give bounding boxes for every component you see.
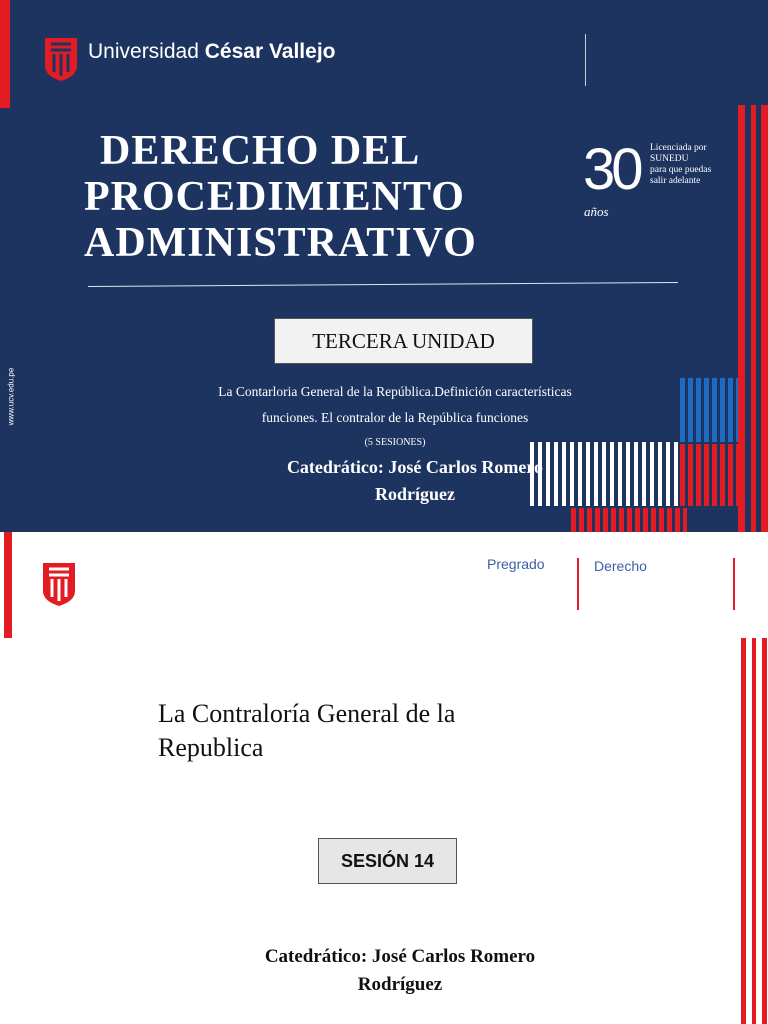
unit-description: La Contarloria General de la República.Definición características funciones. El contralor de la República funciones: [218, 384, 572, 425]
red-stripe: [738, 105, 745, 532]
ucv-shield-icon: [42, 560, 76, 608]
professor-name: Catedrático: José Carlos Romero Rodríguez: [286, 457, 544, 504]
anniversary-unit: años: [584, 204, 609, 219]
red-stripe: [752, 638, 756, 1024]
red-stripe: [751, 105, 756, 532]
left-red-bar: [0, 0, 10, 108]
website-url[interactable]: www.ucv.edu.pe: [6, 367, 16, 426]
session-label: SESIÓN 14: [318, 838, 457, 884]
bottom-red-stripe-block: [571, 508, 687, 532]
title-underline: [88, 282, 678, 287]
red-stripe: [762, 638, 767, 1024]
nav-divider: [577, 558, 579, 610]
unit-label: TERCERA UNIDAD: [274, 318, 533, 364]
left-red-bar: [4, 532, 12, 638]
nav-pregrado[interactable]: Pregrado: [487, 556, 545, 572]
blue-stripe-block: [680, 378, 738, 442]
red-stripe: [761, 105, 768, 532]
session-title: La Contraloría General de la Republica: [158, 699, 456, 762]
red-stripe: [741, 638, 746, 1024]
sessions-note: (5 SESIONES): [364, 437, 426, 448]
course-title: DERECHO DEL PROCEDIMIENTO ADMINISTRATIVO: [84, 128, 477, 266]
anniversary-number: 30: [583, 137, 640, 202]
professor-name: Catedrático: José Carlos Romero Rodríguez: [264, 946, 536, 995]
red-stripe-block: [680, 444, 738, 506]
session-slide: [0, 532, 768, 1024]
ucv-shield-icon: [44, 36, 78, 82]
header-divider: [585, 34, 586, 86]
nav-divider: [733, 558, 735, 610]
university-name: Universidad César Vallejo: [88, 40, 336, 63]
nav-derecho[interactable]: Derecho: [594, 558, 647, 574]
anniversary-tagline: Licenciada por SUNEDU para que puedas salir adelante: [650, 143, 712, 186]
